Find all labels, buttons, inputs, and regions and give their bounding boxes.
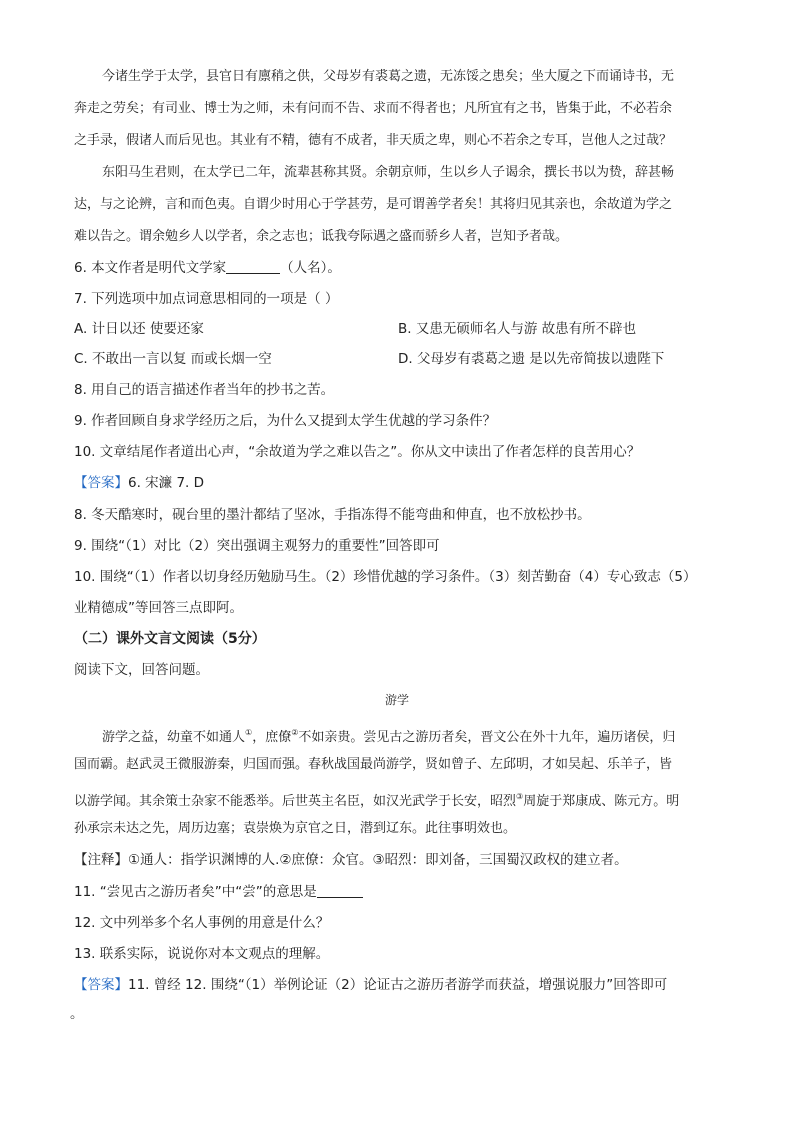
- note-marker: ②: [291, 728, 299, 737]
- answer-10-line-2: 业精德成”等回答三点即阿。: [74, 600, 243, 616]
- option-b: B. 又患无硕师名人与游 故患有所不辟也: [398, 321, 637, 337]
- question-7: 7. 下列选项中加点词意思相同的一项是（ ）: [74, 291, 339, 307]
- answer-tail: 。: [70, 1006, 84, 1022]
- section-heading: （二）课外文言文阅读（5分）: [74, 631, 266, 647]
- option-c: C. 不敢出一言以复 而或长烟一空: [74, 351, 272, 367]
- answer-tag: 【答案】: [74, 475, 128, 491]
- answer-tag: 【答案】: [74, 977, 128, 993]
- answer-9: 9. 围绕“（1）对比（2）突出强调主观努力的重要性”回答即可: [74, 538, 440, 554]
- question-10: 10. 文章结尾作者道出心声，“余故道为学之难以告之”。你从文中读出了作者怎样的良苦用心？: [74, 444, 641, 460]
- passage1-line-4: 东阳马生君则，在太学已二年，流辈甚称其贤。余朝京师，生以乡人子谒余，撰长书以为贽，辞甚畅: [102, 165, 675, 180]
- note-marker: ①: [245, 728, 253, 737]
- passage1-line-1: 今诸生学于太学，县官日有廪稍之供，父母岁有裘葛之遗，无冻馁之患矣；坐大厦之下而诵诗书，无: [102, 69, 675, 84]
- question-8: 8. 用自己的语言描述作者当年的抄书之苦。: [74, 382, 335, 398]
- passage2-text: 周旋于郑康成、陈元方。明: [523, 794, 680, 809]
- question-11-text: 11. “尝见古之游历者矣”中“尝”的意思是: [74, 884, 317, 900]
- option-d: D. 父母岁有裘葛之遗 是以先帝简拔以遗陛下: [398, 351, 665, 367]
- question-6-text: 6. 本文作者是明代文学家: [74, 260, 227, 276]
- passage1-line-2: 奔走之劳矣；有司业、博士为之师，未有问而不告、求而不得者也；凡所宜有之书，皆集于此，不必若余: [74, 101, 673, 116]
- question-9: 9. 作者回顾自身求学经历之后，为什么又提到太学生优越的学习条件？: [74, 413, 497, 429]
- question-11: [74, 882, 363, 902]
- passage2-line-3: [74, 787, 679, 812]
- passage-title: 游学: [384, 693, 409, 707]
- question-13: 13. 联系实际，说说你对本文观点的理解。: [74, 946, 330, 962]
- answer-6-7-text: 6. 宋濂 7. D: [128, 475, 205, 491]
- answer-blank[interactable]: [226, 259, 280, 274]
- question-12: 12. 文中列举多个名人事例的用意是什么？: [74, 915, 330, 931]
- answer-11-12-text: 11. 曾经 12. 围绕“（1）举例论证（2）论证古之游历者游学而获益，增强说服力”回答即可: [128, 977, 668, 993]
- passage2-text: 游学之益，幼童不如通人: [102, 730, 246, 745]
- passage2-line-2: 国而霸。赵武灵王微服游秦，归国而强。春秋战国最尚游学，贤如曾子、左邱明，才如吴起、乐羊子，皆: [74, 757, 673, 772]
- passage2-text: ，庶僚: [252, 730, 292, 745]
- answer-8: 8. 冬天酷寒时，砚台里的墨汁都结了坚冰，手指冻得不能弯曲和伸直，也不放松抄书。: [74, 507, 591, 523]
- passage2-line-4: 孙承宗未达之先，周历边塞；袁崇焕为京官之日，潜到辽东。此往事明效也。: [74, 821, 517, 836]
- answer-10-line-1: 10. 围绕“（1）作者以切身经历勉励马生。（2）珍惜优越的学习条件。（3）刻苦勤奋（4）专心致志（5）: [74, 569, 697, 585]
- passage2-text: 以游学闻。其余策士杂家不能悉举。后世英主名臣，如汉光武学于长安，昭烈: [74, 794, 517, 809]
- passage1-line-6: 难以告之。谓余勉乡人以学者，余之志也；诋我夸际遇之盛而骄乡人者，岂知予者哉。: [74, 229, 569, 244]
- answer-11-12: [74, 975, 667, 995]
- note-marker: ③: [516, 792, 524, 801]
- passage1-line-5: 达，与之论辨，言和而色夷。自谓少时用心于学甚劳，是可谓善学者矣！其将归见其亲也，余故道为学之: [74, 197, 673, 212]
- question-6-suffix: （人名）。: [280, 260, 341, 276]
- answer-blank[interactable]: [317, 883, 363, 898]
- section-instruction: 阅读下文，回答问题。: [74, 662, 209, 678]
- option-a: A. 计日以还 使要还家: [74, 321, 204, 337]
- notes: 【注释】①通人：指学识渊博的人.②庶僚：众官。③昭烈：即刘备，三国蜀汉政权的建立者。: [74, 852, 628, 868]
- question-6: [74, 258, 341, 278]
- passage2-line-1: [102, 723, 675, 748]
- passage2-text: 不如亲贵。尝见古之游历者矣，晋文公在外十九年，遍历诸侯，归: [298, 730, 676, 745]
- passage1-line-3: 之手录，假诸人而后见也。其业有不精，德有不成者，非天质之卑，则心不若余之专耳，岂他人之过哉？: [74, 133, 673, 148]
- answer-6-7: [74, 473, 204, 493]
